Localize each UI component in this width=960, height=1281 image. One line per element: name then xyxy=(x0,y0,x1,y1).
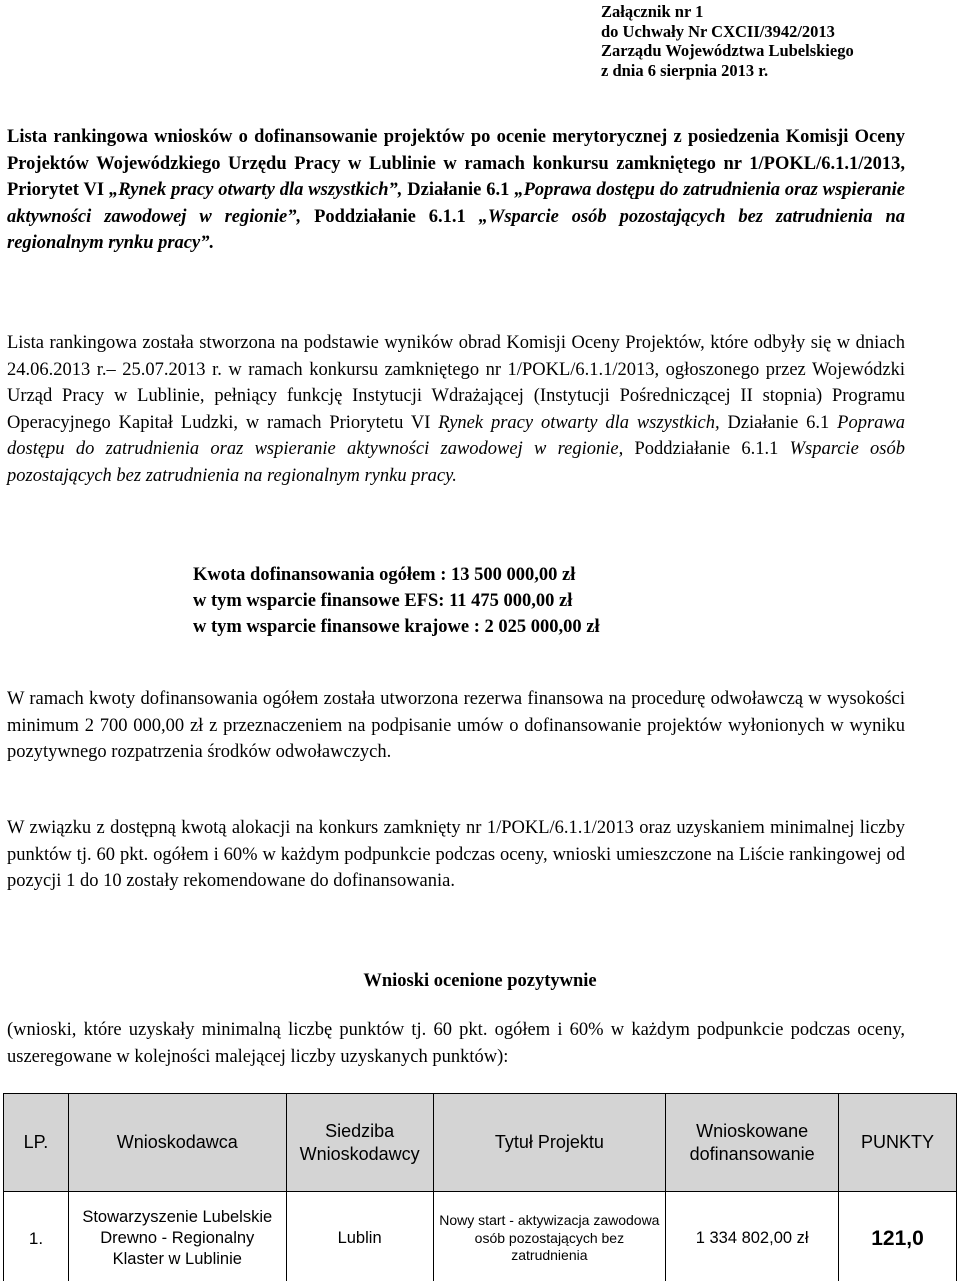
title-text: Lista rankingowa wniosków o dofinansowanie projektów po ocenie merytorycznej z posiedzenia Komisji Oceny Projektów Wojewódzkiego Urzędu Pracy w Lublinie w ramach konkursu zamkniętego nr 1/POKL/6.1.1/2013, Priorytet VI xyxy=(7,127,905,200)
section-note: (wnioski, które uzyskały minimalną liczbę punktów tj. 60 pkt. ogółem i 60% w każdym podpunkcie podczas oceny, uszeregowane w kolejności malejącej liczby uzyskanych punktów): xyxy=(7,1020,905,1067)
total-funding: Kwota dofinansowania ogółem : 13 500 000,00 zł xyxy=(193,565,576,585)
section-heading: Wnioski ocenione pozytywnie xyxy=(363,971,597,991)
intro-submeasure-name: Wsparcie osób pozostających bez zatrudnienia na regionalnym rynku pracy. xyxy=(7,439,906,486)
recommendation-paragraph: W związku z dostępną kwotą alokacji na konkurs zamknięty nr 1/POKL/6.1.1/2013 oraz uzyskaniem minimalnej liczby punktów tj. 60 pkt. ogółem i 60% w każdym podpunkcie podczas oceny, wnioski umieszczone na Liście rankingowej od pozycji 1 do 10 zostały rekomendowane do dofinansowania. xyxy=(7,818,905,891)
annex-number: Załącznik nr 1 xyxy=(601,2,704,21)
national-funding: w tym wsparcie finansowe krajowe : 2 025 000,00 zł xyxy=(193,617,600,637)
cell-applicant: Stowarzyszenie Lubelskie Drewno - Regionalny Klaster w Lublinie xyxy=(68,1192,286,1281)
title-priority-name: „Rynek pracy otwarty dla wszystkich”, xyxy=(109,180,403,200)
header-lp: LP. xyxy=(4,1094,69,1192)
table-header-row xyxy=(4,1094,957,1192)
header-requested: Wnioskowane dofinansowanie xyxy=(666,1094,839,1192)
intro-measure-label: Działanie 6.1 xyxy=(719,412,838,433)
cell-requested: 1 334 802,00 zł xyxy=(666,1192,839,1281)
intro-measure-name: Poprawa dostępu do zatrudnienia oraz wspieranie aktywności zawodowej w regionie, xyxy=(7,412,906,459)
intro-priority-name: Rynek pracy otwarty dla wszystkich, xyxy=(438,412,720,433)
cell-points: 121,0 xyxy=(839,1192,957,1281)
annex-board: Zarządu Województwa Lubelskiego xyxy=(601,41,854,60)
title-measure-label: Działanie 6.1 xyxy=(402,180,515,200)
intro-text: Lista rankingowa została stworzona na podstawie wyników obrad Komisji Oceny Projektów, które odbyły się w dniach 24.06.2013 r.– 25.07.2013 r. w ramach konkursu zamkniętego nr 1/POKL/6.1.1/2013, ogłoszonego przez Wojewódzki Urząd Pracy w Lublinie, pełniący funkcję Instytucji Wdrażającej (Instytucji Pośredniczącej II stopnia) Programu Operacyjnego Kapitał Ludzki, w ramach Priorytetu VI xyxy=(7,333,905,433)
document-title xyxy=(7,124,905,257)
table-row xyxy=(4,1192,957,1281)
annex-header xyxy=(601,2,854,80)
annex-date: z dnia 6 sierpnia 2013 r. xyxy=(601,60,769,80)
annex-resolution: do Uchwały Nr CXCII/3942/2013 xyxy=(601,21,835,41)
header-project-title: Tytuł Projektu xyxy=(433,1094,666,1192)
title-submeasure-label: Poddziałanie 6.1.1 xyxy=(301,206,479,227)
intro-submeasure-label: Poddziałanie 6.1.1 xyxy=(623,439,790,459)
funding-amounts xyxy=(193,562,600,640)
header-applicant: Wnioskodawca xyxy=(68,1094,286,1192)
title-measure-name: „Poprawa dostępu do zatrudnienia oraz wspieranie aktywności zawodowej w regionie”, xyxy=(7,180,905,227)
reserve-paragraph: W ramach kwoty dofinansowania ogółem została utworzona rezerwa finansowa na procedurę odwoławczą w wysokości minimum 2 700 000,00 zł z przeznaczeniem na podpisanie umów o dofinansowanie projektów wyłonionych w wyniku pozytywnego rozpatrzenia środków odwoławczych. xyxy=(7,689,905,762)
header-seat: Siedziba Wnioskodawcy xyxy=(286,1094,433,1192)
title-submeasure-name: „Wsparcie osób pozostających bez zatrudnienia na regionalnym rynku pracy”. xyxy=(7,206,906,253)
efs-funding: w tym wsparcie finansowe EFS: 11 475 000,00 zł xyxy=(193,591,573,611)
intro-paragraph xyxy=(7,330,905,489)
cell-project-title: Nowy start - aktywizacja zawodowa osób pozostających bez zatrudnienia xyxy=(433,1192,666,1281)
cell-seat: Lublin xyxy=(286,1192,433,1281)
header-points: PUNKTY xyxy=(839,1094,957,1192)
ranking-table xyxy=(3,1093,957,1281)
cell-lp: 1. xyxy=(4,1192,69,1281)
